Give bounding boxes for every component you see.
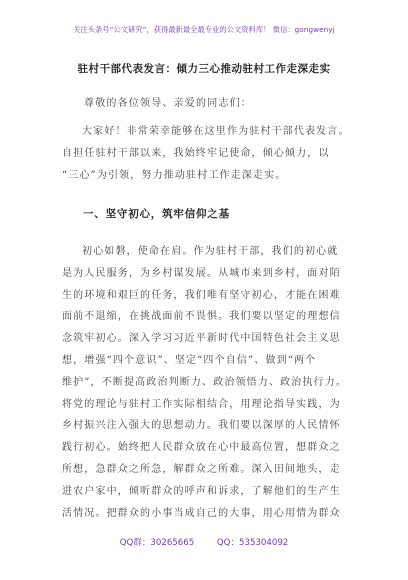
footer-contact xyxy=(0,536,408,548)
footer-qq: QQ：535304092 xyxy=(216,538,289,548)
section-1-paragraph xyxy=(62,241,348,524)
body-line: 践行初心。始终把人民群众放在心中最高位置，想群众之 xyxy=(62,442,341,454)
header-banner: 关注头条号“公文研究”，获得最新最全最专业的公文资料库！ 微信：gongwenyj xyxy=(73,25,335,34)
footer-qq-group: QQ群：30265665 xyxy=(119,538,195,548)
salutation: 尊敬的各位领导、亲爱的同志们： xyxy=(84,98,252,109)
body-line: 进农户家中，倾听群众的呼声和诉求，了解他们的生产生 xyxy=(62,485,341,497)
body-line: 面前不退缩，在挑战面前不畏惧。我们要以坚定的理想信 xyxy=(62,311,341,323)
intro-paragraph xyxy=(62,121,348,186)
body-line: 初心如磐，使命在肩。作为驻村干部，我们的初心就 xyxy=(82,246,339,257)
body-line: 乡村振兴注入强大的思想动力。我们要以深厚的人民情怀 xyxy=(62,420,341,432)
intro-line: 自担任驻村干部以来，我始终牢记使命，倾心倾力，以 xyxy=(62,147,330,159)
body-line: 想，增强“四个意识”、坚定“四个自信”、做到“两个 xyxy=(62,354,317,366)
intro-line: 大家好！非常荣幸能够在这里作为驻村干部代表发言。 xyxy=(82,126,350,137)
section-heading: 一、坚守初心，筑牢信仰之基 xyxy=(83,208,230,220)
body-line: 维护”，不断提高政治判断力、政治领悟力、政治执行力。 xyxy=(62,376,348,388)
body-line: 念筑牢初心。深入学习习近平新时代中国特色社会主义思 xyxy=(62,333,341,345)
body-line: 生的环境和艰巨的任务，我们唯有坚守初心，才能在困难 xyxy=(62,289,341,301)
document-title: 驻村干部代表发言：倾力三心推动驻村工作走深走实 xyxy=(77,63,331,75)
body-line: 将党的理论与驻村工作实际相结合，用理论指导实践，为 xyxy=(62,398,341,410)
body-line: 活情况。把群众的小事当成自己的大事，用心用情为群众 xyxy=(62,507,341,519)
body-line: 所想，急群众之所急，解群众之所难。深入田间地头，走 xyxy=(62,463,341,475)
intro-line: “三心”为引领，努力推动驻村工作走深走实。 xyxy=(62,169,287,181)
body-line: 是为人民服务，为乡村谋发展。从城市来到乡村，面对陌 xyxy=(62,267,341,279)
